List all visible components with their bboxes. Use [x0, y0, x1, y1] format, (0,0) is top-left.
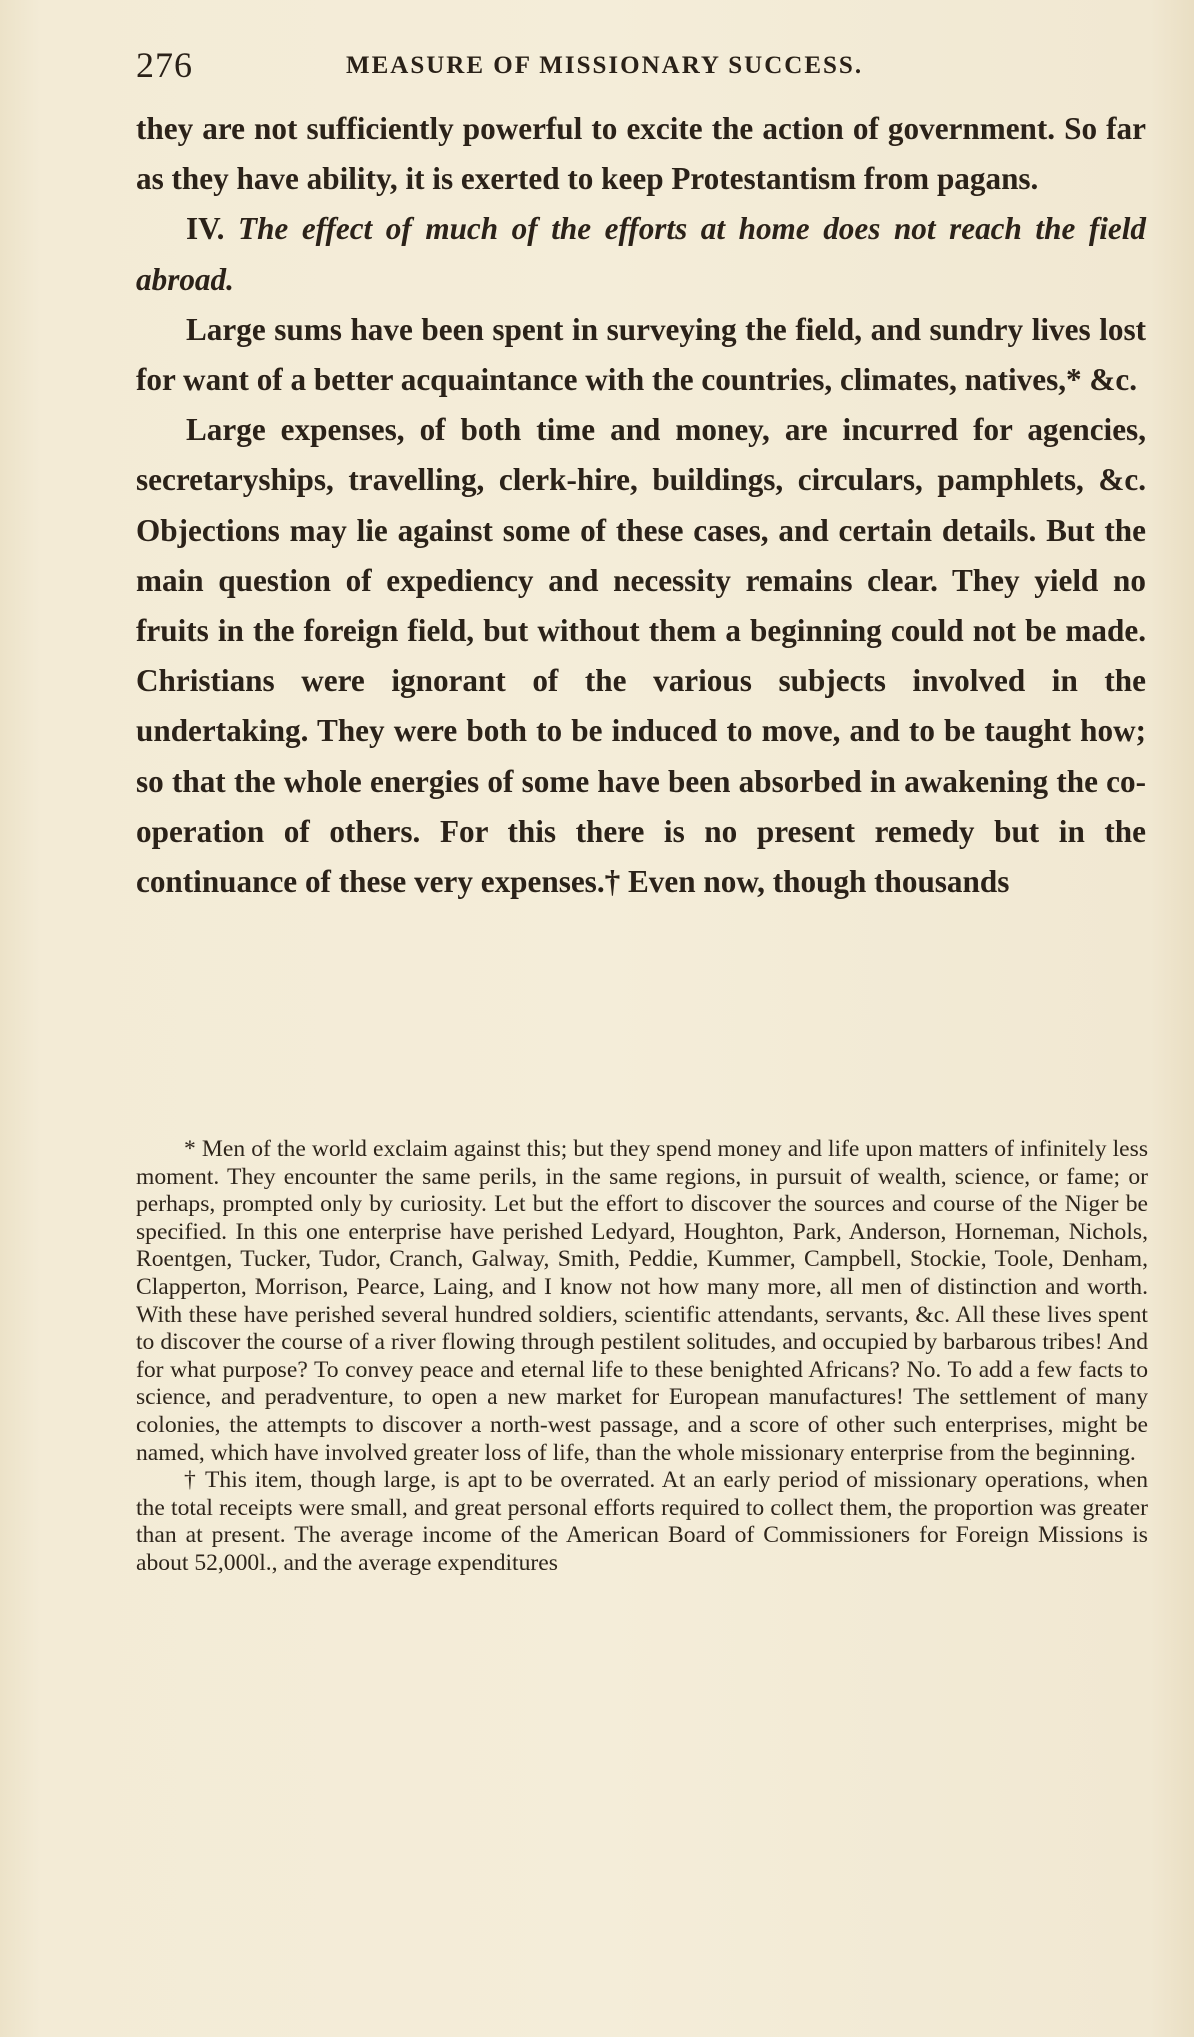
running-head: MEASURE OF MISSIONARY SUCCESS.	[346, 52, 864, 79]
page-header	[136, 44, 1146, 84]
footnotes	[136, 1136, 1148, 1578]
paragraph-continuation: they are not sufficiently powerful to excite the action of government. So far as they have ability, it is exerted to keep Protestantism from pagans.	[136, 111, 1146, 197]
main-text	[136, 104, 1146, 907]
section-numeral: IV.	[186, 211, 225, 247]
paragraph-expenses: Large expenses, of both time and money, are incurred for agencies, secretaryships, travelling, clerk-hire, buildings, circulars, pamphlets, &c. Objections may lie against some of these cases, and certain details. But the main question of expediency and necessity remains clear. They yield no fruits in the foreign field, but without them a beginning could not be made. Christians were ignorant of the various subjects involved in the undertaking. They were both to be induced to move, and to be taught how; so that the whole energies of some have been absorbed in awakening the co-operation of others. For this there is no present remedy but in the continuance of these very expenses.† Even now, though thousands	[136, 412, 1146, 900]
page-number: 276	[136, 45, 193, 85]
section-heading-text: The effect of much of the efforts at home does not reach the field abroad.	[136, 211, 1146, 297]
footnote-dagger: † This item, though large, is apt to be overrated. At an early period of missionary operations, when the total receipts were small, and great personal efforts required to collect them, the proportion was greater than at present. The average income of the American Board of Commissioners for Foreign Missions is about 52,000l., and the average expenditures	[136, 1467, 1148, 1576]
footnote-asterisk: * Men of the world exclaim against this; but they spend money and life upon matters of infinitely less moment. They encounter the same perils, in the same regions, in pursuit of wealth, science, or fame; or perhaps, prompted only by curiosity. Let but the effort to discover the sources and course of the Niger be specified. In this one enterprise have perished Ledyard, Houghton, Park, Anderson, Horneman, Nichols, Roentgen, Tucker, Tudor, Cranch, Galway, Smith, Peddie, Kummer, Campbell, Stockie, Toole, Denham, Clapperton, Morrison, Pearce, Laing, and I know not how many more, all men of distinction and worth. With these have perished several hundred soldiers, scientific attendants, servants, &c. All these lives spent to discover the course of a river flowing through pestilent solitudes, and occupied by barbarous tribes! And for what purpose? To convey peace and eternal life to these benighted Africans? No. To add a few facts to science, and peradventure, to open a new market for European manufactures! The settlement of many colonies, the attempts to discover a north-west passage, and a score of other such enterprises, might be named, which have involved greater loss of life, than the whole missionary enterprise from the beginning.	[136, 1136, 1148, 1466]
paragraph-surveying: Large sums have been spent in surveying the field, and sundry lives lost for want of a better acquaintance with the countries, climates, natives,* &c.	[136, 311, 1146, 398]
section-heading	[136, 204, 1146, 304]
